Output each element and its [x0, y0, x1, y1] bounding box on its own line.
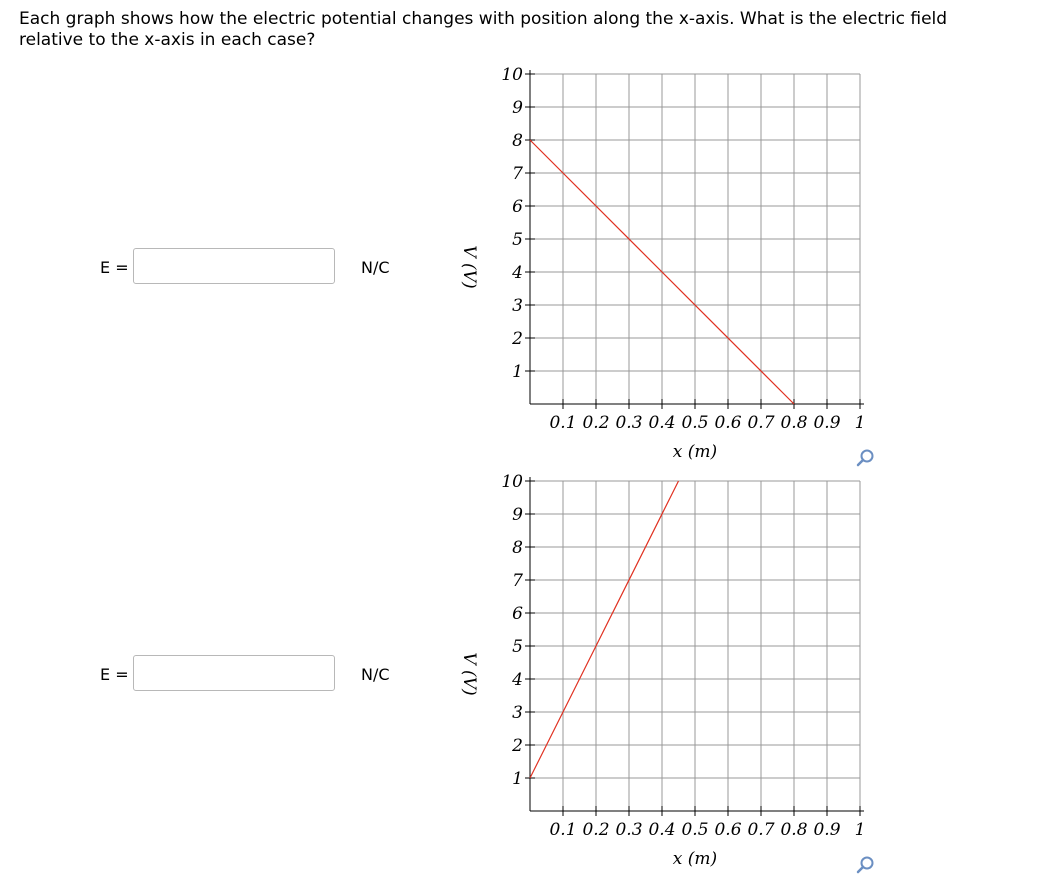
- x-tick-label: 0.9: [813, 413, 841, 433]
- x-tick-label: 1: [854, 413, 866, 433]
- potential-chart-2: [440, 469, 880, 879]
- y-axis-label: V (V): [459, 652, 479, 696]
- question-text: Each graph shows how the electric potential changes with position along the x-axis. What is the electric field relative to the x-axis in each case?: [19, 9, 948, 50]
- magnifier-icon[interactable]: [856, 448, 876, 468]
- y-tick-label: 1: [512, 362, 523, 382]
- electric-field-input-2[interactable]: [133, 655, 335, 691]
- answer-label-1: E =: [100, 258, 129, 277]
- y-tick-label: 3: [512, 296, 523, 316]
- potential-graph-1: [440, 62, 880, 472]
- y-tick-label: 4: [512, 263, 523, 283]
- y-tick-label: 3: [512, 703, 523, 723]
- x-tick-label: 0.8: [780, 413, 808, 433]
- x-tick-label: 0.3: [615, 820, 643, 840]
- unit-label-2: N/C: [361, 665, 390, 684]
- y-tick-label: 8: [512, 538, 523, 558]
- x-axis-label: x (m): [672, 849, 718, 869]
- electric-field-input-1[interactable]: [133, 248, 335, 284]
- y-tick-label: 1: [512, 769, 523, 789]
- answer-label-2: E =: [100, 665, 129, 684]
- x-tick-label: 0.1: [549, 413, 577, 433]
- x-tick-label: 0.4: [648, 413, 676, 433]
- x-tick-label: 0.7: [747, 820, 775, 840]
- x-axis-label: x (m): [672, 442, 718, 462]
- y-tick-label: 9: [512, 98, 523, 118]
- x-tick-label: 0.5: [681, 413, 709, 433]
- y-tick-label: 9: [512, 505, 523, 525]
- y-tick-label: 2: [512, 329, 523, 349]
- y-tick-label: 5: [512, 230, 523, 250]
- y-tick-label: 6: [512, 197, 523, 217]
- x-tick-label: 0.5: [681, 820, 709, 840]
- x-tick-label: 0.4: [648, 820, 676, 840]
- x-tick-label: 0.2: [582, 413, 610, 433]
- x-tick-label: 0.7: [747, 413, 775, 433]
- y-tick-label: 8: [512, 131, 523, 151]
- x-tick-label: 0.3: [615, 413, 643, 433]
- y-tick-label: 6: [512, 604, 523, 624]
- unit-label-1: N/C: [361, 258, 390, 277]
- x-tick-label: 0.2: [582, 820, 610, 840]
- y-tick-label: 7: [512, 571, 523, 591]
- potential-graph-2: [440, 469, 880, 879]
- y-tick-label: 10: [501, 472, 523, 492]
- y-tick-label: 2: [512, 736, 523, 756]
- magnifier-icon[interactable]: [856, 855, 876, 875]
- x-tick-label: 0.8: [780, 820, 808, 840]
- y-tick-label: 5: [512, 637, 523, 657]
- series-line: [530, 481, 679, 778]
- y-tick-label: 10: [501, 65, 523, 85]
- potential-chart-1: [440, 62, 880, 472]
- x-tick-label: 1: [854, 820, 866, 840]
- x-tick-label: 0.6: [714, 820, 742, 840]
- x-tick-label: 0.6: [714, 413, 742, 433]
- y-axis-label: V (V): [459, 245, 479, 289]
- x-tick-label: 0.1: [549, 820, 577, 840]
- y-tick-label: 7: [512, 164, 523, 184]
- y-tick-label: 4: [512, 670, 523, 690]
- x-tick-label: 0.9: [813, 820, 841, 840]
